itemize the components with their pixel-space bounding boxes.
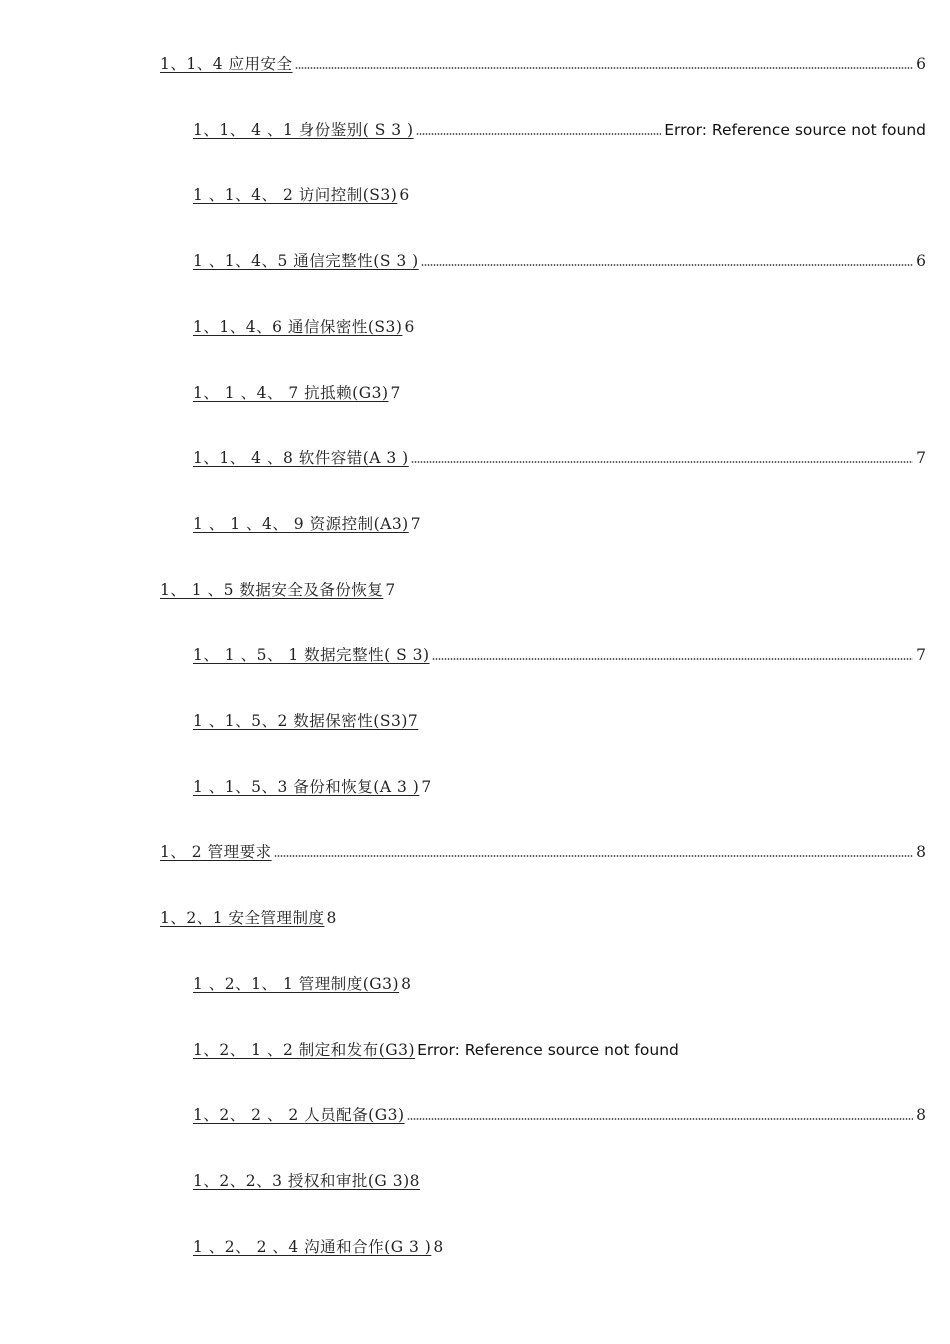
toc-entry-title[interactable]: 1、 1 、4、 7 抗抵赖(G3) (193, 383, 389, 402)
toc-entry-title[interactable]: 1 、1、5、3 备份和恢复(A 3 ) (193, 777, 420, 796)
toc-entry[interactable] (193, 446, 926, 468)
toc-entry[interactable] (193, 315, 926, 337)
toc-entry[interactable] (193, 1169, 926, 1191)
toc-page-number: 8 (916, 843, 926, 862)
toc-entry-title[interactable]: 1 、1、4、5 通信完整性(S 3 ) (193, 252, 419, 271)
toc-page-number: 7 (390, 383, 401, 402)
toc-page-number: 7 (410, 514, 421, 533)
toc-page-number: 6 (916, 252, 926, 271)
toc-entry-title[interactable]: 1 、1、4、 2 访问控制(S3) (193, 186, 398, 205)
toc-entry-title[interactable]: 1 、2、 2 、4 沟通和合作(G 3 ) (193, 1237, 432, 1256)
toc-entry[interactable] (193, 1235, 926, 1257)
toc-entry-title[interactable]: 1、1、4、6 通信保密性(S3) (193, 317, 403, 336)
toc-entry-title[interactable]: 1、 1 、5 数据安全及备份恢复 (160, 580, 384, 599)
toc-page-number: 6 (916, 55, 926, 73)
toc-page-number: 7 (916, 449, 926, 468)
toc-entry-title[interactable]: 1 、2、1、 1 管理制度(G3) (193, 974, 400, 993)
toc-dot-leader (274, 855, 914, 857)
toc-page-number: 6 (404, 317, 415, 336)
toc-entry-title[interactable]: 1、1、 4 、1 身份鉴别( S 3 ) (193, 120, 414, 139)
toc-entry-title[interactable]: 1、2、 2 、 2 人员配备(G3) (193, 1106, 405, 1125)
toc-page-number: 8 (433, 1237, 444, 1256)
toc-dot-leader (421, 264, 913, 266)
toc-reference-error: Error: Reference source not found (664, 120, 926, 139)
toc-entry[interactable] (193, 643, 926, 665)
toc-entry-title[interactable]: 1 、 1 、4、 9 资源控制(A3) (193, 514, 409, 533)
toc-entry[interactable] (193, 1103, 926, 1125)
toc-page-number: 7 (421, 777, 432, 796)
toc-entry[interactable] (160, 840, 926, 862)
toc-page-number: 8 (326, 909, 337, 928)
toc-page-number: 7 (916, 646, 926, 665)
toc-entry[interactable] (193, 709, 926, 731)
toc-entry-title[interactable]: 1 、1、5、2 数据保密性(S3)7 (193, 712, 419, 730)
toc-dot-leader (295, 67, 914, 69)
toc-dot-leader (407, 1118, 914, 1120)
toc-reference-error: Error: Reference source not found (417, 1040, 679, 1059)
toc-entry[interactable] (160, 52, 926, 74)
toc-entry[interactable] (193, 381, 926, 403)
toc-entry[interactable] (193, 1038, 926, 1060)
toc-entry[interactable] (193, 775, 926, 797)
toc-entry[interactable] (193, 512, 926, 534)
toc-entry[interactable] (193, 118, 926, 140)
toc-entry-title[interactable]: 1、1、 4 、8 软件容错(A 3 ) (193, 449, 409, 468)
toc-entry-title[interactable]: 1、 1 、5、 1 数据完整性( S 3) (193, 646, 430, 665)
toc-entry[interactable] (160, 906, 926, 928)
toc-entry[interactable] (160, 578, 926, 600)
toc-entry-title[interactable]: 1、2、2、3 授权和审批(G 3)8 (193, 1171, 421, 1190)
toc-dot-leader (416, 133, 662, 135)
toc-entry[interactable] (193, 249, 926, 271)
toc-entry-title[interactable]: 1、1、4 应用安全 (160, 55, 293, 73)
toc-page-number: 8 (401, 974, 411, 993)
toc-entry-title[interactable]: 1、2、 1 、2 制定和发布(G3) (193, 1040, 416, 1059)
toc-entry-title[interactable]: 1、 2 管理要求 (160, 843, 272, 862)
toc-entry[interactable] (193, 972, 926, 994)
toc-entry-title[interactable]: 1、2、1 安全管理制度 (160, 909, 325, 928)
toc-page-number: 7 (385, 580, 396, 599)
toc-entry[interactable] (193, 183, 926, 205)
toc-dot-leader (432, 658, 914, 660)
toc-page-number: 8 (916, 1106, 926, 1125)
toc-dot-leader (411, 461, 913, 463)
toc-page-number: 6 (399, 186, 410, 205)
